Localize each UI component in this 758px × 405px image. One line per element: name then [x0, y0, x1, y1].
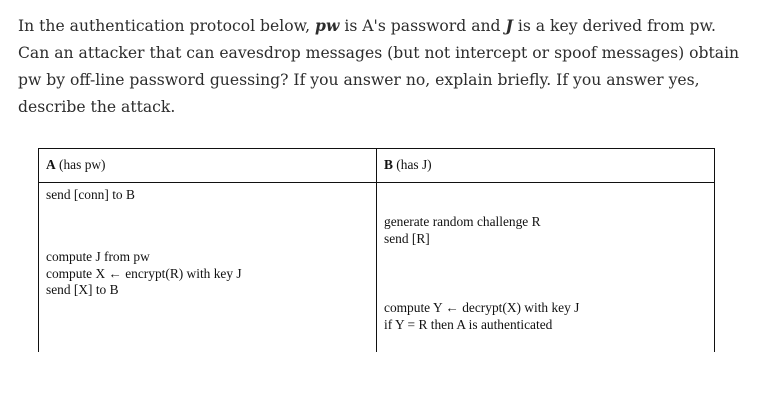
pw-term: pw: [315, 16, 340, 35]
a-step-2-line: compute J from pw: [46, 249, 150, 264]
question-text: [18, 12, 744, 121]
header-b-label: B: [384, 157, 393, 172]
question-part-1: In the authentication protocol below,: [18, 17, 316, 35]
j-term: J: [505, 16, 513, 35]
table-right-border: [714, 148, 715, 352]
b-step-2-line: if Y = R then A is authenticated: [384, 316, 553, 332]
a-step-1-line: send [conn] to B: [46, 187, 135, 202]
b-step-2-line: compute Y ← decrypt(X) with key J: [384, 300, 580, 315]
column-header-b: [384, 157, 432, 174]
table-left-border: [38, 148, 39, 352]
a-step-2: [46, 249, 242, 299]
a-step-1: [46, 187, 135, 204]
column-divider: [376, 148, 377, 352]
question-part-2: is A's password and: [339, 17, 506, 35]
b-step-1: [384, 214, 541, 247]
b-step-1-line: send [R]: [384, 230, 430, 246]
a-step-2-line: send [X] to B: [46, 282, 119, 297]
header-b-note: (has J): [396, 157, 432, 172]
question-part-3: is a key derived from pw. Can an attacker that can eavesdrop messages (but not intercept or spoof messages) obtain pw by off-line password guessing? If you answer no, explain briefly. If you answer yes, describe the attack.: [18, 17, 740, 116]
header-a-label: A: [46, 157, 56, 172]
protocol-table: [38, 148, 715, 352]
header-a-note: (has pw): [59, 157, 106, 172]
a-step-2-line: compute X ← encrypt(R) with key J: [46, 265, 242, 281]
b-step-2: [384, 300, 579, 333]
column-header-a: [46, 157, 106, 174]
b-step-1-line: generate random challenge R: [384, 214, 541, 229]
